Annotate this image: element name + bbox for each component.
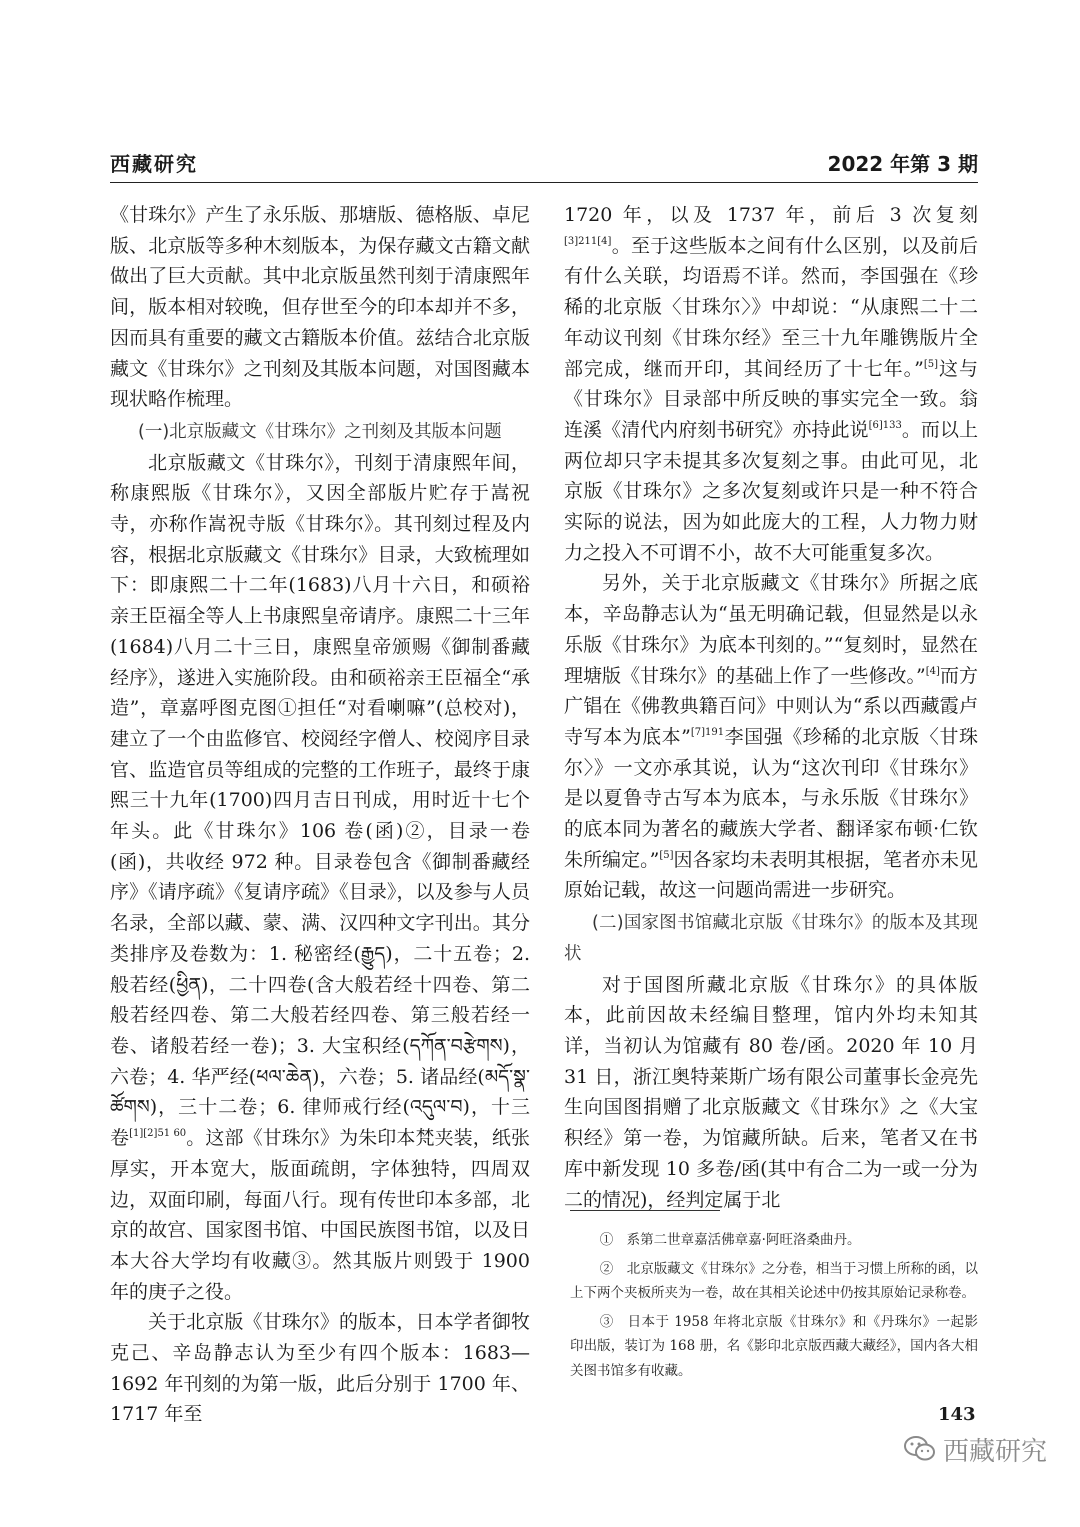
text-run: 另外，关于北京版藏文《甘珠尔》所据之底本，辛岛静志认为“虽无明确记载，但显然是以永乐版《甘珠尔》为底本刊刻的。”“复刻时，显然在理塘版《甘珠尔》的基础上作了一些修改。”	[564, 572, 978, 687]
text-run: 。而以上两位却只字未提其多次复刻之事。由此可见，北京版《甘珠尔》之多次复刻或许只是一种不符合实际的说法，因为如此庞大的工程，人力物力财力之投入不可谓不小，故不大可能重复多次。	[564, 418, 978, 564]
footnote: ① 系第二世章嘉活佛章嘉·阿旺洛桑曲丹。	[599, 1232, 861, 1248]
paragraph	[564, 200, 978, 568]
footnote-mark: ①	[277, 697, 298, 720]
footnote-mark: ②	[403, 820, 427, 843]
section-heading: (一)北京版藏文《甘珠尔》之刊刻及其版本问题	[138, 421, 502, 442]
citation: [1][2]51 60	[129, 1128, 187, 1140]
text-run: 。这部《甘珠尔》为朱印本梵夹装，纸张厚实，开本宽大，版面疏朗，字体独特，四周双边，双面印刷，每面八行。现有传世印本多部，北京的故宫、国家图书馆、中国民族图书馆，以及日本大谷大学均有收藏	[110, 1127, 530, 1272]
section-heading: (二)国家图书馆藏北京版《甘珠尔》的版本及其现状	[564, 913, 978, 964]
text-run: 李国强《珍稀的北京版〈甘珠尔〉》一文亦承其说，认为“这次刊印《甘珠尔》是以夏鲁寺古写本为底本，与永乐版《甘珠尔》的底本同为著名的藏族大学者、翻译家布顿·仁钦朱所编定。”	[564, 725, 978, 871]
watermark	[903, 1432, 1047, 1466]
paragraph: 《甘珠尔》产生了永乐版、那塘版、德格版、卓尼版、北京版等多种木刻版本，为保存藏文古籍文献做出了巨大贡献。其中北京版虽然刊刻于清康熙年间，版本相对较晚，但存世至今的印本却并不多，因而具有重要的藏文古籍版本价值。兹结合北京版藏文《甘珠尔》之刊刻及其版本问题，对国图藏本现状略作梳理。	[110, 204, 530, 411]
header-divider	[110, 182, 978, 183]
wechat-icon	[903, 1434, 937, 1464]
footnote: ③ 日本于 1958 年将北京版《甘珠尔》和《丹珠尔》一起影印出版，装订为 168 册，名《影印北京版西藏大藏经》，国内各大相关图书馆多有收藏。	[570, 1313, 978, 1379]
citation: [5]	[659, 849, 674, 861]
paragraph	[564, 568, 978, 906]
right-column	[564, 200, 978, 1215]
page-number: 143	[938, 1404, 976, 1425]
footnote-mark: ③	[292, 1249, 313, 1272]
citation: [5]	[923, 358, 939, 370]
journal-name: 西藏研究	[110, 152, 198, 176]
text-run: 担任“对看喇嘛”(总校对)，建立了一个由监修官、校阅经字僧人、校阅序目录官、监造官员等组成的完整的工作班子，最终于康熙三十九年(1700)四月吉日刊成，用时近十七个年头。此《甘珠尔》106 卷(函)	[110, 697, 530, 843]
text-run: 。然其版片则毁于 1900 年的庚子之役。	[110, 1249, 530, 1303]
issue-label: 2022 年第 3 期	[827, 152, 978, 176]
text-run: ，目录一卷(函)，共收经 972 种。目录卷包含《御制番藏经序》《请序疏》《复请序疏》《目录》，以及参与人员名录，全部以藏、蒙、满、汉四种文字刊出。其分类排序及卷数为：1. 秘密经(རྒྱུད)，二十五卷；2. 般若经(ཕྱིན)，二十四卷(含大般若经十四卷、第二般若经四卷、第二大般若经四卷、第三般若经一卷、诸般若经一卷)；3. 大宝积经(དཀོན་བརྩེགས)，六卷；4. 华严经(ཕལ་ཆེན)，六卷；5. 诸品经(མདོ་སྣ་ཚོགས)，三十二卷；6. 律师戒行经(འདུལ་བ)，十三卷	[110, 820, 530, 1150]
footnote-divider	[570, 1210, 720, 1211]
footnote: ② 北京版藏文《甘珠尔》之分卷，相当于习惯上所称的函，以上下两个夹板所夹为一卷，故在其相关论述中仍按其原始记录称卷。	[570, 1260, 978, 1301]
text-run: 北京版藏文《甘珠尔》，刊刻于清康熙年间，称康熙版《甘珠尔》，又因全部版片贮存于嵩祝寺，亦称作嵩祝寺版《甘珠尔》。其刊刻过程及内容，根据北京版藏文《甘珠尔》目录，大致梳理如下：即康熙二十二年(1683)八月十六日，和硕裕亲王臣福全等人上书康熙皇帝请序。康熙二十三年(1684)八月二十三日，康熙皇帝颁赐《御制番藏经序》，遂进入实施阶段。由和硕裕亲王臣福全“承造”，章嘉呼图克图	[110, 451, 530, 720]
left-column	[110, 200, 530, 1430]
watermark-text: 西藏研究	[943, 1436, 1048, 1467]
footnotes	[570, 1228, 978, 1387]
text-run: 这与《甘珠尔》目录部中所反映的事实完全一致。翁连溪《清代内府刻书研究》亦持此说	[564, 357, 978, 441]
citation: [6]133	[868, 419, 902, 431]
citation: [4]	[925, 665, 940, 677]
citation: [7]191	[690, 726, 725, 738]
text-run: 而方广锠在《佛教典籍百问》中则认为“系以西藏霞卢寺写本为底本”	[564, 664, 978, 748]
citation: [3]211[4]	[564, 235, 612, 247]
text-run: 因各家均未表明其根据，笔者亦未见原始记载，故这一问题尚需进一步研究。	[564, 848, 978, 902]
text-run: 。至于这些版本之间有什么区别，以及前后有什么关联，均语焉不详。然而，李国强在《珍稀的北京版〈甘珠尔〉》中却说：“从康熙二十二年动议刊刻《甘珠尔经》至三十九年雕镌版片全部完成，继而开印，其间经历了十七年。”	[564, 234, 978, 380]
paragraph: 关于北京版《甘珠尔》的版本，日本学者御牧克己、辛岛静志认为至少有四个版本：1683—1692 年刊刻的为第一版，此后分别于 1700 年、1717 年至	[110, 1311, 530, 1426]
text-run: 1720 年，以及 1737 年，前后 3 次复刻	[564, 204, 978, 226]
running-header	[110, 148, 978, 178]
paragraph: 对于国图所藏北京版《甘珠尔》的具体版本，此前因故未经编目整理，馆内外均未知其详，当初认为馆藏有 80 卷/函。2020 年 10 月 31 日，浙江奥特莱斯广场有限公司董事长金亮先生向国图捐赠了北京版藏文《甘珠尔》之《大宝积经》第一卷，为馆藏所缺。后来，笔者又在书库中新发现 10 多卷/函(其中有合二为一或一分为二的情况)，经判定属于北	[564, 973, 978, 1211]
paragraph	[110, 448, 530, 1308]
